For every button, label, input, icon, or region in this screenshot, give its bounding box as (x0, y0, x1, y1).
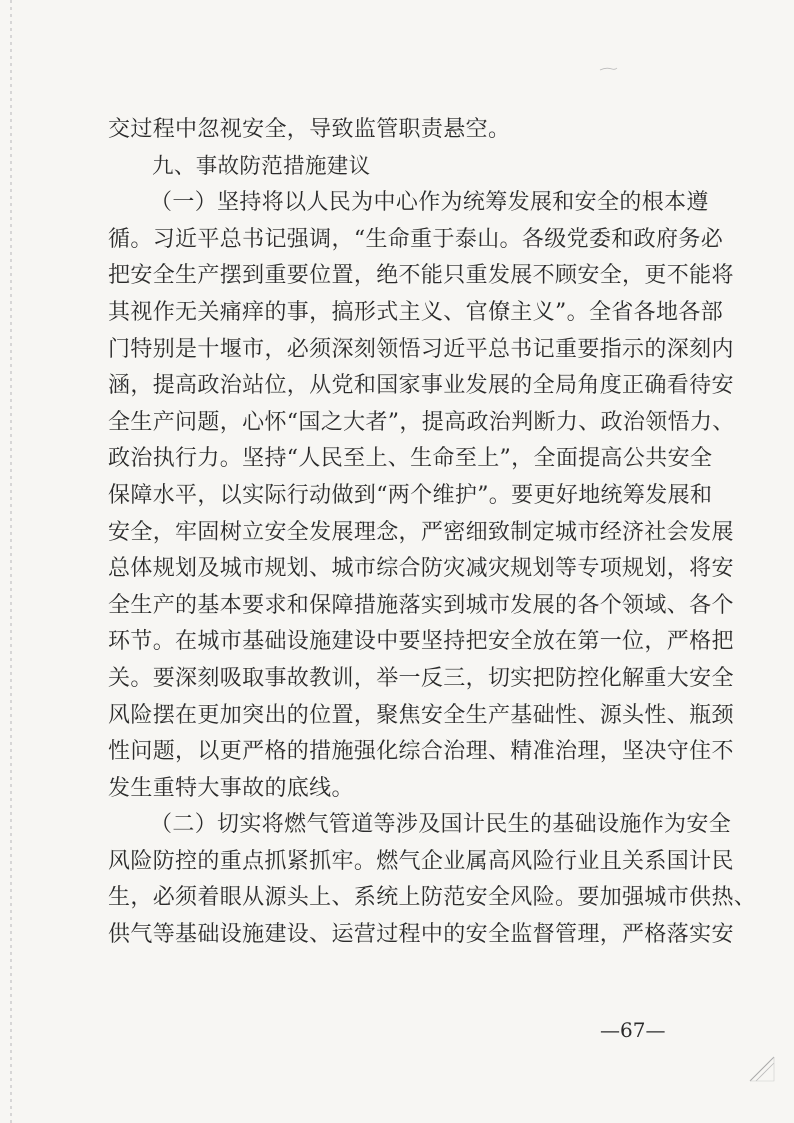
paragraph-1-line: 安全，牢固树立安全发展理念，严密细致制定城市经济社会发展 (108, 519, 734, 545)
paragraph-1-line: 涵，提高政治站位，从党和国家事业发展的全局角度正确看待安 (108, 373, 734, 399)
scan-speck-mark (598, 66, 618, 72)
page-curl-mark (746, 1053, 776, 1083)
paragraph-1-line: 风险摆在更加突出的位置，聚焦安全生产基础性、源头性、瓶颈 (108, 702, 734, 728)
paragraph-1-line: 性问题，以更严格的措施强化综合治理、精准治理，坚决守住不 (108, 739, 734, 765)
paragraph-2-line: 供气等基础设施建设、运营过程中的安全监督管理，严格落实安 (108, 922, 734, 948)
paragraph-1-line: 环节。在城市基础设施建设中要坚持把安全放在第一位，严格把 (108, 629, 734, 655)
paragraph-2-line: 风险防控的重点抓紧抓牢。燃气企业属高风险行业且关系国计民 (108, 848, 734, 874)
paragraph-1-line: （一）坚持将以人民为中心作为统筹发展和安全的根本遵 (150, 190, 709, 216)
scan-edge (10, 0, 12, 1123)
paragraph-1-line: 总体规划及城市规划、城市综合防灾减灾规划等专项规划，将安 (108, 556, 734, 582)
paragraph-1-line: 其视作无关痛痒的事，搞形式主义、官僚主义”。全省各地各部 (108, 299, 724, 325)
paragraph-1-line: 关。要深刻吸取事故教训，举一反三，切实把防控化解重大安全 (108, 665, 734, 691)
section-heading: 九、事故防范措施建议 (152, 153, 371, 179)
page-number: —67— (600, 1018, 666, 1042)
body-text (108, 112, 757, 954)
paragraph-1-line: 全生产的基本要求和保障措施落实到城市发展的各个领域、各个 (108, 592, 734, 618)
paragraph-1-line: 把安全生产摆到重要位置，绝不能只重发展不顾安全，更不能将 (108, 263, 734, 289)
paragraph-1-line: 发生重特大事故的底线。 (108, 775, 354, 801)
text-line-continuation: 交过程中忽视安全，导致监管职责悬空。 (108, 117, 511, 142)
paragraph-2-line: 生，必须着眼从源头上、系统上防范安全风险。要加强城市供热、 (108, 885, 757, 911)
paragraph-2-line: （二）切实将燃气管道等涉及国计民生的基础设施作为安全 (150, 812, 732, 838)
paragraph-1-line: 保障水平，以实际行动做到“两个维护”。要更好地统筹发展和 (108, 482, 713, 508)
paragraph-1-line: 循。习近平总书记强调，“生命重于泰山。各级党委和政府务必 (108, 226, 724, 252)
paragraph-1-line: 政治执行力。坚持“人民至上、生命至上”，全面提高公共安全 (108, 446, 713, 472)
paragraph-1-line: 全生产问题，心怀“国之大者”，提高政治判断力、政治领悟力、 (108, 409, 735, 435)
paragraph-1-line: 门特别是十堰市，必须深刻领悟习近平总书记重要指示的深刻内 (108, 336, 734, 362)
